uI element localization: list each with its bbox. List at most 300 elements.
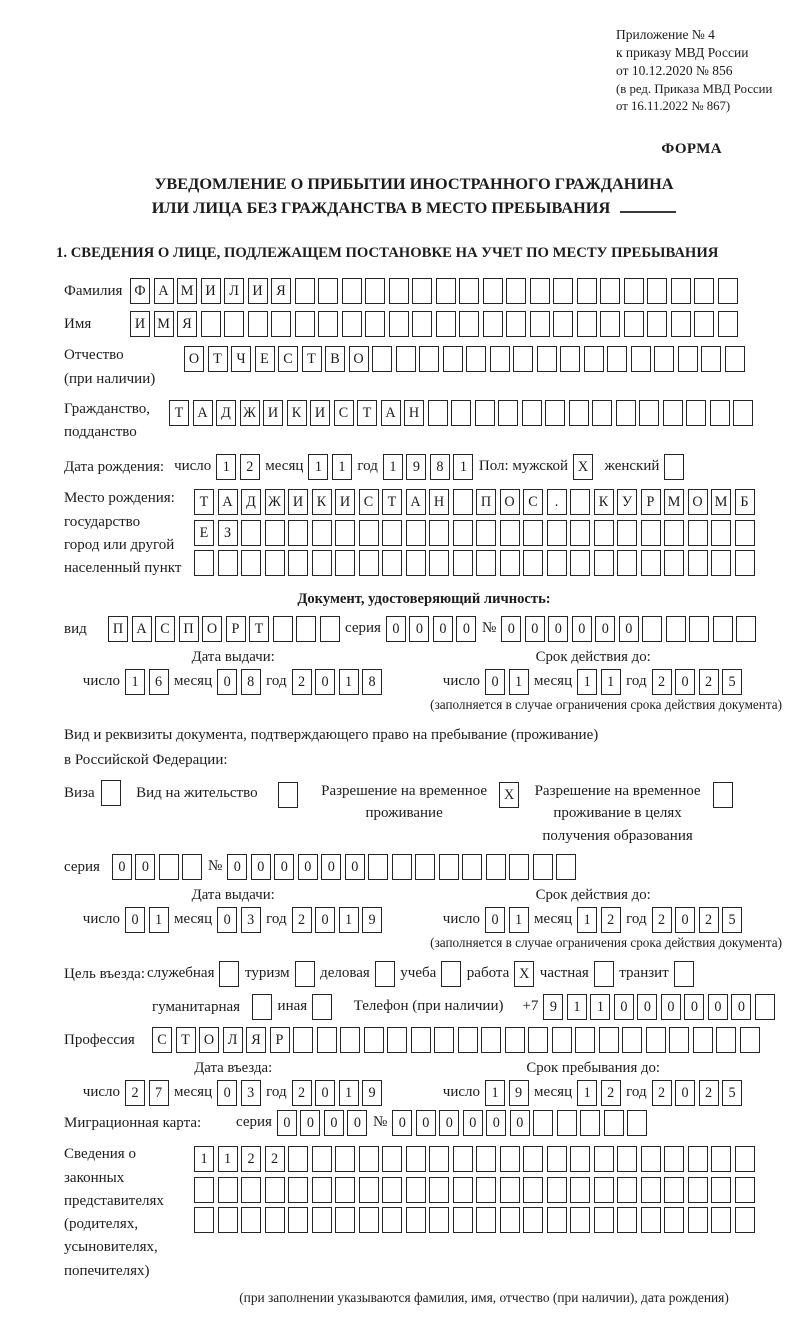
char-cell[interactable]: 0: [277, 1110, 297, 1136]
char-cell[interactable]: [641, 1207, 661, 1233]
char-cell[interactable]: [711, 1207, 731, 1233]
char-cell[interactable]: [537, 346, 557, 372]
char-cell[interactable]: [592, 400, 612, 426]
char-cell[interactable]: [570, 489, 590, 515]
char-cell[interactable]: 0: [548, 616, 568, 642]
char-cell[interactable]: [278, 782, 298, 808]
char-cell[interactable]: [530, 278, 550, 304]
char-cell[interactable]: [711, 520, 731, 546]
char-cell[interactable]: [725, 346, 745, 372]
char-cell[interactable]: [556, 854, 576, 880]
char-cell[interactable]: [436, 278, 456, 304]
char-cell[interactable]: 0: [251, 854, 271, 880]
char-cell[interactable]: [389, 278, 409, 304]
char-cell[interactable]: [523, 1146, 543, 1172]
char-cell[interactable]: Я: [177, 311, 197, 337]
char-cell[interactable]: [219, 961, 239, 987]
char-cell[interactable]: 2: [125, 1080, 145, 1106]
char-cell[interactable]: 0: [409, 616, 429, 642]
char-cell[interactable]: 0: [456, 616, 476, 642]
char-cell[interactable]: [553, 311, 573, 337]
char-cell[interactable]: [335, 550, 355, 576]
char-cell[interactable]: [439, 854, 459, 880]
char-cell[interactable]: [382, 1207, 402, 1233]
char-cell[interactable]: [436, 311, 456, 337]
char-cell[interactable]: 2: [699, 669, 719, 695]
char-cell[interactable]: В: [325, 346, 345, 372]
char-cell[interactable]: [476, 1207, 496, 1233]
char-cell[interactable]: [600, 278, 620, 304]
char-cell[interactable]: 3: [241, 1080, 261, 1106]
char-cell[interactable]: [500, 550, 520, 576]
char-cell[interactable]: 0: [525, 616, 545, 642]
char-cell[interactable]: [453, 1146, 473, 1172]
char-cell[interactable]: [688, 1177, 708, 1203]
char-cell[interactable]: И: [310, 400, 330, 426]
char-cell[interactable]: У: [617, 489, 637, 515]
char-cell[interactable]: [736, 616, 756, 642]
char-cell[interactable]: Ж: [240, 400, 260, 426]
char-cell[interactable]: 1: [383, 454, 403, 480]
char-cell[interactable]: 0: [274, 854, 294, 880]
char-cell[interactable]: 5: [722, 1080, 742, 1106]
char-cell[interactable]: 0: [321, 854, 341, 880]
char-cell[interactable]: [288, 520, 308, 546]
char-cell[interactable]: [412, 278, 432, 304]
char-cell[interactable]: [451, 400, 471, 426]
char-cell[interactable]: [415, 854, 435, 880]
char-cell[interactable]: [429, 1207, 449, 1233]
char-cell[interactable]: [265, 1177, 285, 1203]
char-cell[interactable]: [678, 346, 698, 372]
char-cell[interactable]: [533, 854, 553, 880]
char-cell[interactable]: Р: [226, 616, 246, 642]
char-cell[interactable]: [241, 520, 261, 546]
char-cell[interactable]: [733, 400, 753, 426]
char-cell[interactable]: [671, 278, 691, 304]
char-cell[interactable]: [475, 400, 495, 426]
char-cell[interactable]: 1: [308, 454, 328, 480]
char-cell[interactable]: С: [152, 1027, 172, 1053]
char-cell[interactable]: [570, 550, 590, 576]
char-cell[interactable]: 0: [684, 994, 704, 1020]
char-cell[interactable]: П: [179, 616, 199, 642]
char-cell[interactable]: [599, 1027, 619, 1053]
char-cell[interactable]: [718, 278, 738, 304]
char-cell[interactable]: 1: [216, 454, 236, 480]
char-cell[interactable]: [740, 1027, 760, 1053]
char-cell[interactable]: 2: [240, 454, 260, 480]
char-cell[interactable]: [486, 854, 506, 880]
char-cell[interactable]: И: [263, 400, 283, 426]
char-cell[interactable]: [664, 454, 684, 480]
char-cell[interactable]: [459, 311, 479, 337]
char-cell[interactable]: [735, 1207, 755, 1233]
char-cell[interactable]: 1: [194, 1146, 214, 1172]
char-cell[interactable]: 1: [567, 994, 587, 1020]
char-cell[interactable]: [224, 311, 244, 337]
char-cell[interactable]: [406, 1207, 426, 1233]
char-cell[interactable]: [483, 278, 503, 304]
char-cell[interactable]: [293, 1027, 313, 1053]
char-cell[interactable]: 0: [675, 669, 695, 695]
char-cell[interactable]: [335, 520, 355, 546]
char-cell[interactable]: [312, 1146, 332, 1172]
char-cell[interactable]: [616, 400, 636, 426]
char-cell[interactable]: [453, 550, 473, 576]
char-cell[interactable]: 0: [614, 994, 634, 1020]
char-cell[interactable]: О: [349, 346, 369, 372]
char-cell[interactable]: 8: [430, 454, 450, 480]
char-cell[interactable]: [600, 311, 620, 337]
char-cell[interactable]: [218, 1177, 238, 1203]
char-cell[interactable]: Р: [270, 1027, 290, 1053]
char-cell[interactable]: [666, 616, 686, 642]
char-cell[interactable]: [735, 1177, 755, 1203]
char-cell[interactable]: А: [132, 616, 152, 642]
char-cell[interactable]: [296, 616, 316, 642]
char-cell[interactable]: 1: [601, 669, 621, 695]
char-cell[interactable]: С: [359, 489, 379, 515]
char-cell[interactable]: [218, 1207, 238, 1233]
char-cell[interactable]: [627, 1110, 647, 1136]
char-cell[interactable]: П: [476, 489, 496, 515]
char-cell[interactable]: 2: [699, 907, 719, 933]
char-cell[interactable]: 0: [485, 907, 505, 933]
char-cell[interactable]: А: [218, 489, 238, 515]
char-cell[interactable]: 0: [661, 994, 681, 1020]
char-cell[interactable]: [710, 400, 730, 426]
char-cell[interactable]: О: [688, 489, 708, 515]
char-cell[interactable]: [594, 1207, 614, 1233]
char-cell[interactable]: Ж: [265, 489, 285, 515]
char-cell[interactable]: [505, 1027, 525, 1053]
char-cell[interactable]: 1: [590, 994, 610, 1020]
char-cell[interactable]: [654, 346, 674, 372]
char-cell[interactable]: [594, 550, 614, 576]
char-cell[interactable]: [671, 311, 691, 337]
char-cell[interactable]: [694, 278, 714, 304]
char-cell[interactable]: [617, 1177, 637, 1203]
char-cell[interactable]: [218, 550, 238, 576]
char-cell[interactable]: Д: [241, 489, 261, 515]
char-cell[interactable]: [312, 550, 332, 576]
char-cell[interactable]: X: [514, 961, 534, 987]
char-cell[interactable]: [533, 1110, 553, 1136]
char-cell[interactable]: 2: [652, 1080, 672, 1106]
char-cell[interactable]: [428, 400, 448, 426]
char-cell[interactable]: 0: [731, 994, 751, 1020]
char-cell[interactable]: Д: [216, 400, 236, 426]
char-cell[interactable]: [453, 520, 473, 546]
char-cell[interactable]: [594, 1146, 614, 1172]
char-cell[interactable]: [364, 1027, 384, 1053]
char-cell[interactable]: [701, 346, 721, 372]
char-cell[interactable]: [382, 520, 402, 546]
char-cell[interactable]: [669, 1027, 689, 1053]
char-cell[interactable]: [500, 1207, 520, 1233]
char-cell[interactable]: [359, 1146, 379, 1172]
char-cell[interactable]: [312, 1177, 332, 1203]
char-cell[interactable]: [594, 1177, 614, 1203]
char-cell[interactable]: 3: [241, 907, 261, 933]
char-cell[interactable]: [476, 520, 496, 546]
char-cell[interactable]: [342, 311, 362, 337]
char-cell[interactable]: [419, 346, 439, 372]
char-cell[interactable]: [406, 520, 426, 546]
char-cell[interactable]: [312, 994, 332, 1020]
char-cell[interactable]: Н: [404, 400, 424, 426]
char-cell[interactable]: Т: [357, 400, 377, 426]
char-cell[interactable]: [547, 550, 567, 576]
char-cell[interactable]: [194, 550, 214, 576]
char-cell[interactable]: [453, 1207, 473, 1233]
char-cell[interactable]: 9: [406, 454, 426, 480]
char-cell[interactable]: [462, 854, 482, 880]
char-cell[interactable]: [201, 311, 221, 337]
char-cell[interactable]: [569, 400, 589, 426]
char-cell[interactable]: 1: [149, 907, 169, 933]
char-cell[interactable]: [523, 550, 543, 576]
char-cell[interactable]: [453, 1177, 473, 1203]
char-cell[interactable]: С: [155, 616, 175, 642]
char-cell[interactable]: [617, 1207, 637, 1233]
char-cell[interactable]: [641, 1177, 661, 1203]
char-cell[interactable]: [642, 616, 662, 642]
char-cell[interactable]: Т: [169, 400, 189, 426]
char-cell[interactable]: 0: [324, 1110, 344, 1136]
char-cell[interactable]: [570, 520, 590, 546]
char-cell[interactable]: [365, 278, 385, 304]
char-cell[interactable]: [481, 1027, 501, 1053]
char-cell[interactable]: [522, 400, 542, 426]
char-cell[interactable]: [476, 1177, 496, 1203]
char-cell[interactable]: [523, 1207, 543, 1233]
char-cell[interactable]: [441, 961, 461, 987]
char-cell[interactable]: [641, 550, 661, 576]
char-cell[interactable]: М: [664, 489, 684, 515]
char-cell[interactable]: [570, 1146, 590, 1172]
char-cell[interactable]: 2: [241, 1146, 261, 1172]
char-cell[interactable]: 0: [433, 616, 453, 642]
char-cell[interactable]: С: [523, 489, 543, 515]
char-cell[interactable]: 8: [362, 669, 382, 695]
char-cell[interactable]: Т: [382, 489, 402, 515]
char-cell[interactable]: Л: [224, 278, 244, 304]
char-cell[interactable]: [443, 346, 463, 372]
char-cell[interactable]: М: [154, 311, 174, 337]
char-cell[interactable]: 5: [722, 669, 742, 695]
char-cell[interactable]: [288, 1207, 308, 1233]
char-cell[interactable]: Т: [194, 489, 214, 515]
char-cell[interactable]: 2: [265, 1146, 285, 1172]
char-cell[interactable]: [359, 1177, 379, 1203]
char-cell[interactable]: [241, 1207, 261, 1233]
char-cell[interactable]: 1: [577, 1080, 597, 1106]
char-cell[interactable]: [406, 1177, 426, 1203]
char-cell[interactable]: [372, 346, 392, 372]
char-cell[interactable]: Ф: [130, 278, 150, 304]
char-cell[interactable]: [335, 1177, 355, 1203]
char-cell[interactable]: [295, 961, 315, 987]
char-cell[interactable]: 0: [345, 854, 365, 880]
char-cell[interactable]: .: [547, 489, 567, 515]
char-cell[interactable]: 8: [241, 669, 261, 695]
char-cell[interactable]: [412, 311, 432, 337]
char-cell[interactable]: [688, 1146, 708, 1172]
char-cell[interactable]: [429, 1177, 449, 1203]
char-cell[interactable]: 0: [112, 854, 132, 880]
char-cell[interactable]: [382, 1177, 402, 1203]
char-cell[interactable]: [159, 854, 179, 880]
char-cell[interactable]: Е: [194, 520, 214, 546]
char-cell[interactable]: 1: [218, 1146, 238, 1172]
char-cell[interactable]: С: [334, 400, 354, 426]
char-cell[interactable]: И: [335, 489, 355, 515]
char-cell[interactable]: И: [248, 278, 268, 304]
char-cell[interactable]: [641, 1146, 661, 1172]
char-cell[interactable]: [622, 1027, 642, 1053]
char-cell[interactable]: [458, 1027, 478, 1053]
char-cell[interactable]: 2: [652, 669, 672, 695]
char-cell[interactable]: [674, 961, 694, 987]
char-cell[interactable]: К: [287, 400, 307, 426]
char-cell[interactable]: [375, 961, 395, 987]
char-cell[interactable]: М: [177, 278, 197, 304]
char-cell[interactable]: 0: [501, 616, 521, 642]
char-cell[interactable]: [335, 1146, 355, 1172]
char-cell[interactable]: 0: [217, 669, 237, 695]
char-cell[interactable]: 1: [509, 907, 529, 933]
char-cell[interactable]: 9: [543, 994, 563, 1020]
char-cell[interactable]: [570, 1207, 590, 1233]
char-cell[interactable]: [513, 346, 533, 372]
char-cell[interactable]: 0: [125, 907, 145, 933]
char-cell[interactable]: 9: [509, 1080, 529, 1106]
char-cell[interactable]: Т: [208, 346, 228, 372]
char-cell[interactable]: [382, 550, 402, 576]
char-cell[interactable]: З: [218, 520, 238, 546]
char-cell[interactable]: [547, 1207, 567, 1233]
char-cell[interactable]: Т: [249, 616, 269, 642]
char-cell[interactable]: Л: [223, 1027, 243, 1053]
char-cell[interactable]: [664, 1146, 684, 1172]
char-cell[interactable]: [689, 616, 709, 642]
char-cell[interactable]: [466, 346, 486, 372]
char-cell[interactable]: С: [278, 346, 298, 372]
char-cell[interactable]: Р: [641, 489, 661, 515]
char-cell[interactable]: [547, 1177, 567, 1203]
char-cell[interactable]: Н: [429, 489, 449, 515]
char-cell[interactable]: [252, 994, 272, 1020]
char-cell[interactable]: [617, 1146, 637, 1172]
char-cell[interactable]: [547, 1146, 567, 1172]
char-cell[interactable]: К: [312, 489, 332, 515]
char-cell[interactable]: [429, 1146, 449, 1172]
char-cell[interactable]: 2: [601, 1080, 621, 1106]
char-cell[interactable]: [273, 616, 293, 642]
char-cell[interactable]: [570, 1177, 590, 1203]
char-cell[interactable]: [248, 311, 268, 337]
char-cell[interactable]: [686, 400, 706, 426]
char-cell[interactable]: 9: [362, 1080, 382, 1106]
char-cell[interactable]: 1: [577, 669, 597, 695]
char-cell[interactable]: [241, 1177, 261, 1203]
char-cell[interactable]: 9: [362, 907, 382, 933]
char-cell[interactable]: [359, 550, 379, 576]
char-cell[interactable]: [320, 616, 340, 642]
char-cell[interactable]: А: [154, 278, 174, 304]
char-cell[interactable]: О: [199, 1027, 219, 1053]
char-cell[interactable]: [688, 550, 708, 576]
char-cell[interactable]: А: [381, 400, 401, 426]
char-cell[interactable]: [646, 1027, 666, 1053]
char-cell[interactable]: [194, 1207, 214, 1233]
char-cell[interactable]: [389, 311, 409, 337]
char-cell[interactable]: [342, 278, 362, 304]
char-cell[interactable]: А: [193, 400, 213, 426]
char-cell[interactable]: [584, 346, 604, 372]
char-cell[interactable]: [716, 1027, 736, 1053]
char-cell[interactable]: О: [500, 489, 520, 515]
char-cell[interactable]: [735, 550, 755, 576]
char-cell[interactable]: [631, 346, 651, 372]
char-cell[interactable]: [498, 400, 518, 426]
char-cell[interactable]: 0: [386, 616, 406, 642]
char-cell[interactable]: [506, 311, 526, 337]
char-cell[interactable]: Я: [246, 1027, 266, 1053]
char-cell[interactable]: [663, 400, 683, 426]
char-cell[interactable]: [639, 400, 659, 426]
char-cell[interactable]: [387, 1027, 407, 1053]
char-cell[interactable]: [396, 346, 416, 372]
char-cell[interactable]: 0: [347, 1110, 367, 1136]
char-cell[interactable]: [713, 782, 733, 808]
char-cell[interactable]: [411, 1027, 431, 1053]
char-cell[interactable]: [545, 400, 565, 426]
char-cell[interactable]: 0: [485, 669, 505, 695]
char-cell[interactable]: 0: [439, 1110, 459, 1136]
char-cell[interactable]: [335, 1207, 355, 1233]
char-cell[interactable]: 2: [699, 1080, 719, 1106]
char-cell[interactable]: [506, 278, 526, 304]
char-cell[interactable]: [194, 1177, 214, 1203]
char-cell[interactable]: 2: [652, 907, 672, 933]
char-cell[interactable]: [392, 854, 412, 880]
char-cell[interactable]: 0: [619, 616, 639, 642]
char-cell[interactable]: 1: [339, 669, 359, 695]
char-cell[interactable]: 1: [332, 454, 352, 480]
char-cell[interactable]: [624, 278, 644, 304]
char-cell[interactable]: Т: [176, 1027, 196, 1053]
char-cell[interactable]: [711, 1177, 731, 1203]
char-cell[interactable]: [552, 1027, 572, 1053]
char-cell[interactable]: 0: [135, 854, 155, 880]
char-cell[interactable]: И: [288, 489, 308, 515]
char-cell[interactable]: [530, 311, 550, 337]
char-cell[interactable]: [312, 520, 332, 546]
char-cell[interactable]: [604, 1110, 624, 1136]
char-cell[interactable]: [429, 550, 449, 576]
char-cell[interactable]: [641, 520, 661, 546]
char-cell[interactable]: К: [594, 489, 614, 515]
char-cell[interactable]: [664, 1177, 684, 1203]
char-cell[interactable]: [295, 278, 315, 304]
char-cell[interactable]: [755, 994, 775, 1020]
char-cell[interactable]: [359, 1207, 379, 1233]
char-cell[interactable]: [241, 550, 261, 576]
char-cell[interactable]: [718, 311, 738, 337]
